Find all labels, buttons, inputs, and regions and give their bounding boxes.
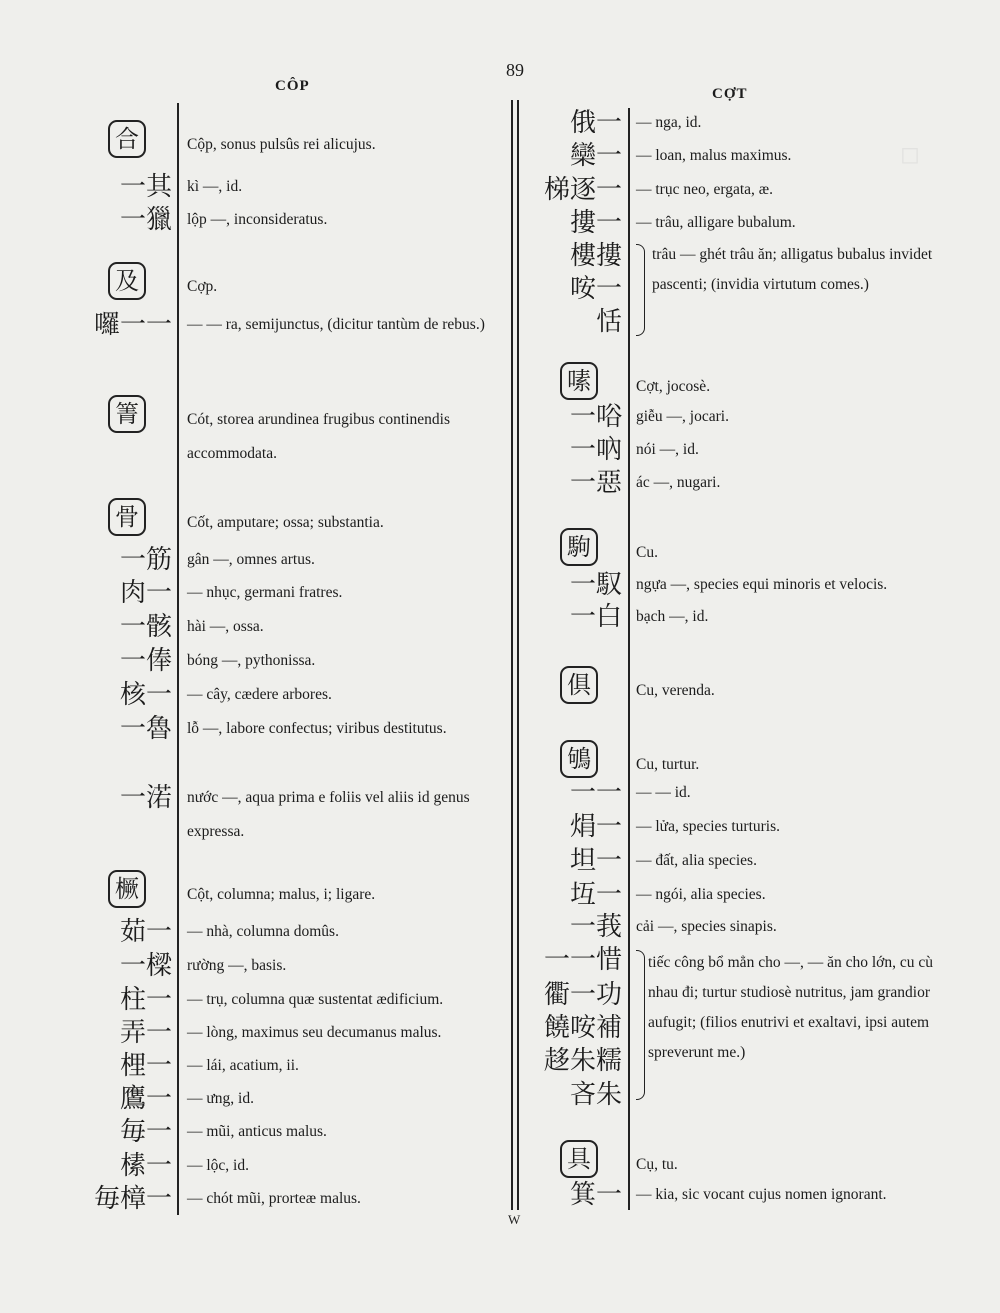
right-boxed-headword: 駒 [560, 528, 598, 566]
left-entry-definition: — lái, acatium, ii. [187, 1057, 299, 1074]
brace-block-2 [636, 950, 645, 1100]
right-entry-definition: ác —, nugari. [636, 474, 721, 491]
left-entry-definition: — — ra, semijunctus, (dicitur tantùm de rebus.) [187, 316, 485, 333]
right-column-heading: CỢT [712, 86, 748, 102]
left-entry-headword [108, 120, 146, 158]
right-entry-headword: 樓摟 [569, 241, 622, 271]
right-entry-definition: — nga, id. [636, 114, 702, 131]
left-entry-definition: lộp —, inconsideratus. [187, 211, 328, 228]
left-entry-headword: 核一 [119, 680, 172, 710]
left-entry-definition: — trụ, columna quæ sustentat ædificium. [187, 991, 444, 1008]
right-entry-headword: 一白 [569, 602, 622, 632]
right-entry-headword: 恬 [595, 307, 622, 337]
page-number: 89 [506, 60, 524, 80]
left-entry-definition: — lộc, id. [187, 1157, 249, 1174]
right-entry-definition: nói —, id. [636, 441, 699, 458]
ghost-page-mark: ◻ [900, 140, 920, 168]
right-entry-headword: 一一惜 [543, 945, 622, 975]
left-entry-definition: rường —, basis. [187, 957, 287, 974]
right-entry-headword: 一唂 [569, 402, 622, 432]
left-entry-headword [108, 395, 146, 433]
left-entry-definition: nước —, aqua prima e foliis vel aliis id genus expressa. [187, 789, 470, 840]
left-entry-headword [108, 870, 146, 908]
left-entry-headword [108, 498, 146, 536]
right-entry-headword: 摟一 [569, 208, 622, 238]
right-entry-definition: Cu, turtur. [636, 756, 700, 773]
right-entry-definition: — — id. [636, 784, 691, 801]
right-entry-definition: — ngói, alia species. [636, 886, 766, 903]
right-entry-headword: 咹一 [569, 274, 622, 304]
left-entry-headword: 一渃 [119, 783, 172, 813]
right-entry-headword: 一一 [569, 778, 622, 808]
left-boxed-headword: 合 [108, 120, 146, 158]
right-entry-headword: 坘一 [569, 880, 622, 910]
left-entry-headword: 一俸 [119, 646, 172, 676]
left-boxed-headword: 橛 [108, 870, 146, 908]
right-entry-definition: Cợt, jocosè. [636, 378, 711, 395]
right-entry-headword: 一吶 [569, 435, 622, 465]
right-entry-headword [560, 740, 598, 778]
right-entry-definition: Cu. [636, 544, 658, 561]
left-entry-definition: — cây, cædere arbores. [187, 686, 332, 703]
left-column-heading: CÔP [275, 78, 310, 94]
left-entry-definition: gân —, omnes artus. [187, 551, 315, 568]
right-entry-headword: 趍朱糯 [543, 1046, 622, 1076]
right-entry-definition: Cu, verenda. [636, 682, 715, 699]
left-entry-definition: Cốt, amputare; ossa; substantia. [187, 514, 384, 531]
right-entry-headword [560, 1140, 598, 1178]
right-entry-headword: 一馭 [569, 570, 622, 600]
right-entry-headword: 一莪 [569, 912, 622, 942]
brace-block-2-text: tiếc công bổ mẳn cho —, — ăn cho lớn, cu cù nhau đi; turtur studiosè nutritus, jam grandior aufugit; (filios enutrivi et exaltavi, ipsi autem spreverunt me.) [648, 954, 933, 1061]
right-boxed-headword: 鴝 [560, 740, 598, 778]
right-entry-definition: — đất, alia species. [636, 852, 757, 869]
left-entry-headword: 一魯 [119, 714, 172, 744]
right-entry-definition: — lửa, species turturis. [636, 818, 780, 835]
left-entry-definition: — chót mũi, prorteæ malus. [187, 1190, 361, 1207]
brace-block-1 [636, 244, 645, 336]
left-entry-definition: lỗ —, labore confectus; viribus destitutus. [187, 720, 447, 737]
left-entry-definition: Cộp, sonus pulsûs rei alicujus. [187, 136, 376, 153]
right-entry-headword: 一惡 [569, 468, 622, 498]
right-boxed-headword: 嗉 [560, 362, 598, 400]
left-entry-headword: 一樑 [119, 951, 172, 981]
left-entry-headword: 一骸 [119, 612, 172, 642]
right-entry-definition: — trục neo, ergata, æ. [636, 181, 774, 198]
right-column [512, 0, 1000, 1313]
left-entry-definition: Cót, storea arundinea frugibus continendis accommodata. [187, 411, 451, 462]
right-entry-headword [560, 362, 598, 400]
left-entry-definition: — nhà, columna domûs. [187, 923, 339, 940]
right-entry-headword: 焆一 [569, 812, 622, 842]
left-entry-definition: kì —, id. [187, 178, 243, 195]
right-entry-headword: 坦一 [569, 846, 622, 876]
right-entry-headword [560, 666, 598, 704]
right-entry-headword: 箕一 [569, 1180, 622, 1210]
right-entry-definition: — kia, sic vocant cujus nomen ignorant. [636, 1186, 887, 1203]
right-entry-headword: 梯逐一 [543, 175, 622, 205]
left-entry-definition: — lòng, maximus seu decumanus malus. [187, 1024, 442, 1041]
right-entry-headword: 欒一 [569, 141, 622, 171]
left-entry-headword: 一獵 [119, 205, 172, 235]
right-boxed-headword: 俱 [560, 666, 598, 704]
brace-block-1-text: trâu — ghét trâu ăn; alligatus bubalus invidet pascenti; (invidia virtutum comes.) [652, 246, 933, 293]
left-entry-definition: hài —, ossa. [187, 618, 264, 635]
left-boxed-headword: 骨 [108, 498, 146, 536]
left-entry-headword: 囉一一 [93, 310, 172, 340]
right-entry-headword: 饒咹補 [543, 1013, 622, 1043]
left-entry-headword [108, 262, 146, 300]
left-entry-definition: bóng —, pythonissa. [187, 652, 316, 669]
left-entry-definition: — ưng, id. [187, 1090, 254, 1107]
right-entry-definition: bạch —, id. [636, 608, 709, 625]
left-entry-headword: 梩一 [119, 1051, 172, 1081]
page-footer: W [508, 1212, 521, 1227]
left-entry-headword: 茹一 [119, 917, 172, 947]
right-entry-headword: 吝朱 [569, 1080, 622, 1110]
left-entry-headword: 一筋 [119, 545, 172, 575]
left-entry-headword: 柱一 [119, 985, 172, 1015]
left-entry-definition: — mũi, anticus malus. [187, 1123, 327, 1140]
right-entry-definition: — loan, malus maximus. [636, 147, 792, 164]
right-entry-headword: 俄一 [569, 108, 622, 138]
right-entry-headword [560, 528, 598, 566]
right-boxed-headword: 具 [560, 1140, 598, 1178]
right-entry-definition: cải —, species sinapis. [636, 918, 777, 935]
right-entry-headword: 衢一功 [543, 980, 622, 1010]
left-boxed-headword: 及 [108, 262, 146, 300]
left-entry-headword: 弄一 [119, 1018, 172, 1048]
left-entry-definition: — nhục, germani fratres. [187, 584, 343, 601]
right-entry-definition: giễu —, jocari. [636, 408, 729, 425]
left-entry-headword: 毎樟一 [93, 1184, 172, 1214]
right-entry-definition: ngựa —, species equi minoris et velocis. [636, 576, 888, 593]
left-entry-definition: Cợp. [187, 278, 218, 295]
left-entry-headword: 榡一 [119, 1151, 172, 1181]
left-entry-headword: 一其 [119, 172, 172, 202]
right-entry-definition: — trâu, alligare bubalum. [636, 214, 796, 231]
left-entry-definition: Cột, columna; malus, i; ligare. [187, 886, 376, 903]
left-entry-headword: 鷹一 [119, 1084, 172, 1114]
left-entry-headword: 毎一 [119, 1117, 172, 1147]
left-boxed-headword: 箐 [108, 395, 146, 433]
left-entry-headword: 肉一 [119, 578, 172, 608]
right-entry-definition: Cụ, tu. [636, 1156, 678, 1173]
